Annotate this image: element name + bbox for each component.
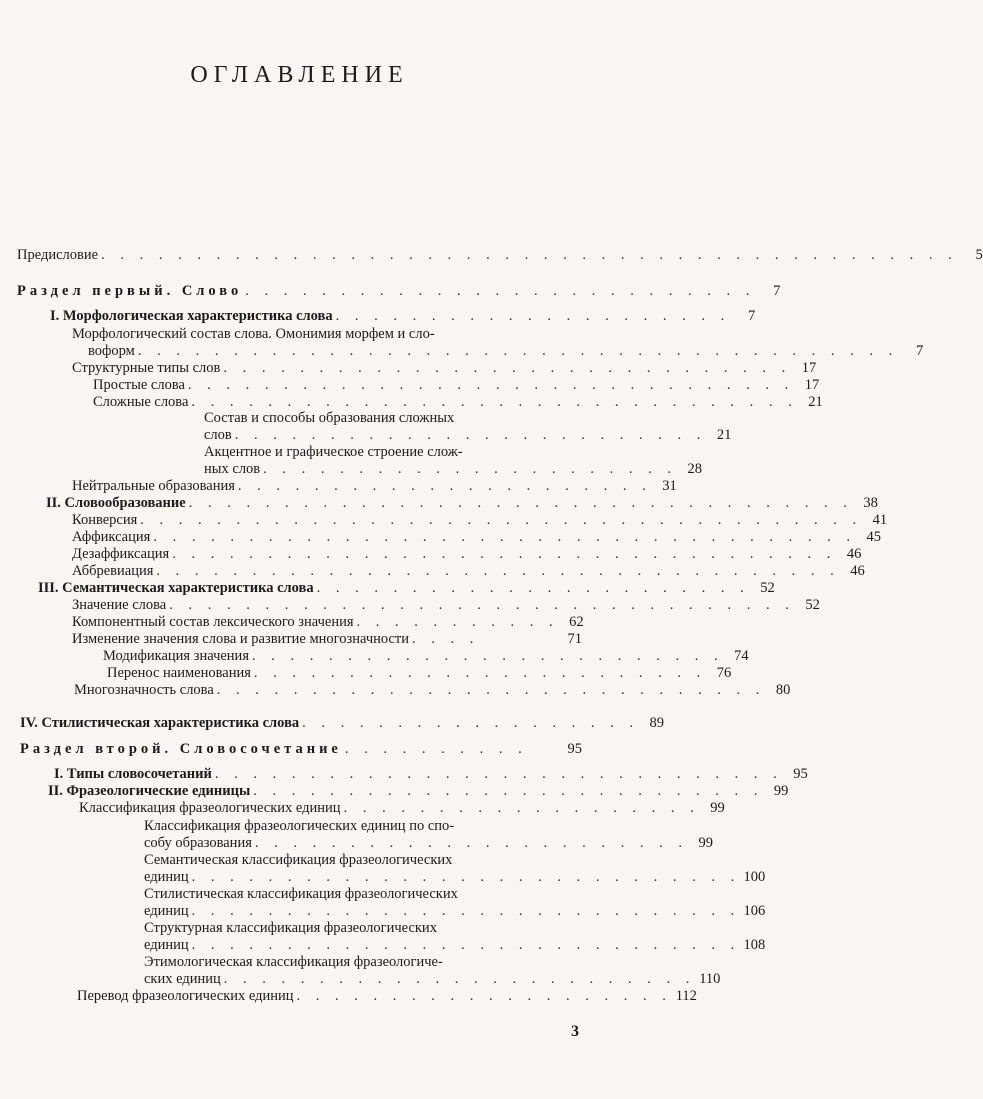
toc-entry-etymology-class[interactable] [144,971,721,988]
leader-dots: . . . . . . . . . . . . . . . . . . . [343,800,700,816]
leader-dots: . . . . . . . . . . . . . . . . . . . . [296,988,672,1004]
toc-entry-morph-composition-line1: Морфологический состав слова. Омонимия морфем и сло- [72,326,435,342]
toc-entry-translation[interactable] [77,988,697,1005]
toc-entry-label: Перенос наименования [107,665,251,681]
toc-entry-label: III. Семантическая характеристика слова [38,580,314,596]
toc-entry-label: Аббревиация [72,563,154,579]
toc-entry-label: II. Фразеологические единицы [48,783,251,799]
toc-entry-page: 76 [716,665,732,681]
toc-section-one[interactable] [17,283,781,300]
toc-entry-polysemy[interactable] [74,682,791,699]
toc-entry-page: 21 [808,394,823,410]
toc-entry-label: Дезаффиксация [72,546,170,562]
toc-entry-compound-words[interactable] [93,394,823,411]
toc-entry-label: слов [204,427,232,443]
leader-dots: . . . . . . . . . . . . . . . . . . . . . . . . . . . . . . [214,766,783,782]
toc-entry-label: Конверсия [72,512,138,528]
toc-entry-label: воформ [88,343,135,359]
toc-entry-structural-class-line1: Структурная классификация фразеологических [144,920,437,936]
toc-entry-modification[interactable] [103,648,749,665]
toc-entry-page: 62 [569,614,584,630]
toc-entry-affixation[interactable] [72,529,881,546]
toc-entry-stylistic-class[interactable] [144,903,766,920]
toc-entry-label: Аффиксация [72,529,151,545]
toc-entry-etymology-class-line1: Этимологическая классификация фразеологиче- [144,954,443,970]
toc-entry-page: 89 [649,715,665,731]
leader-dots: . . . . . . . . . . . . . . . . . . . . . . . . . . . . . . . . . . . . . . . . [137,343,899,359]
toc-entry-word-meaning[interactable] [72,597,820,614]
leader-dots: . . . . . . . . . . . [356,614,559,630]
page-number: 3 [571,1023,579,1040]
leader-dots: . . . . . . . . . . . . . . . . . . . . . . . . . . . . . . . . . . . . [156,563,840,579]
toc-entry-label: Компонентный состав лексического значения [72,614,354,630]
toc-entry-label: Предисловие [17,247,99,263]
toc-entry-page: 46 [846,546,862,562]
toc-entry-page: 5 [975,247,983,263]
toc-entry-class-formation[interactable] [144,835,713,852]
toc-entry-label: IV. Стилистическая характеристика слова [20,715,300,731]
leader-dots: . . . . . . . . . . . . . . . . . . . . . . . . . . . . . . . . . . . [188,495,853,511]
leader-dots: . . . . . . . . . . . . . . . . . . . . . . . . . . . . . . . . . . . . . . . . . . . . . [101,247,958,263]
leader-dots: . . . . . . . . . . . . . . . . . . . . . . . . . . . . . . . . . . . [172,546,837,562]
leader-dots: . . . . . . . . . . . . . . . . . . . . . . . . . . . . . [191,903,741,919]
toc-entry-conversion[interactable] [72,512,888,529]
leader-dots: . . . . . . . . . . . . . . . . . . . . . . [237,478,652,494]
toc-entry-simple-words[interactable] [93,377,820,394]
leader-dots: . . . . . . . . . . . . . . . . . . . . . . . . . . . . . . . . . [169,597,795,613]
toc-chapter-stylistics[interactable] [20,715,665,732]
toc-entry-stylistic-class-line1: Стилистическая классификация фразеологических [144,886,458,902]
toc-entry-label: Структурные типы слов [72,360,221,376]
toc-entry-label: II. Словообразование [46,495,186,511]
toc-entry-page: 17 [804,377,820,393]
toc-entry-page: 7 [773,283,781,299]
toc-chapter-collocation-types[interactable] [54,766,808,783]
leader-dots: . . . . . . . . . . . . . . . . . . . . . . . . . . . . . [216,682,766,698]
leader-dots: . . . . . . . . . . . . . . . . . . . . . . . . . . . [245,283,756,299]
toc-entry-page: 17 [801,360,817,376]
toc-entry-page: 45 [866,529,881,545]
toc-entry-label: собу образования [144,835,252,851]
toc-entry-label: Перевод фразеологических единиц [77,988,294,1004]
toc-entry-composition-line1: Состав и способы образования сложных [204,410,455,426]
toc-entry-page: 112 [675,988,697,1004]
toc-entry-page: 31 [662,478,677,494]
toc-entry-structural-class[interactable] [144,937,766,954]
toc-entry-label: Классификация фразеологических единиц [79,800,341,816]
toc-entry-meaning-change[interactable] [72,631,582,648]
toc-entry-page: 99 [773,783,789,799]
leader-dots: . . . . . . . . . . . . . . . . . . . . . . . . . . . . . [191,869,741,885]
toc-entry-morph-composition[interactable] [88,343,924,360]
toc-entry-component[interactable] [72,614,582,631]
toc-entry-page: 99 [710,800,725,816]
toc-entry-transfer[interactable] [107,665,732,682]
toc-section-two[interactable] [20,741,582,758]
leader-dots: . . . . . . . . . . [344,741,528,757]
toc-entry-page: 74 [734,648,749,664]
toc-entry-semantic-class-line1: Семантическая классификация фразеологических [144,852,453,868]
leader-dots: . . . . . . . . . . . . . . . . . . . . . . . . . . . . . . . . [191,394,798,410]
toc-chapter-semantics[interactable] [38,580,775,597]
toc-entry-page: 21 [716,427,732,443]
toc-entry-label: Многозначность слова [74,682,214,698]
toc-chapter-word-formation[interactable] [46,495,878,512]
leader-dots: . . . . . . . . . . . . . . . . . . [302,715,640,731]
toc-entry-label: Раздел первый. Слово [17,283,243,299]
leader-dots: . . . . . . . . . . . . . . . . . . . . . . . [316,580,750,596]
toc-entry-deaffixation[interactable] [72,546,862,563]
leader-dots: . . . . . . . . . . . . . . . . . . . . . . . . . . . . . . [223,360,792,376]
toc-entry-abbreviation[interactable] [72,563,865,580]
leader-dots: . . . . . . . . . . . . . . . . . . . . . . . . [253,665,707,681]
leader-dots: . . . . . . . . . . . . . . . . . . . . . . . [254,835,688,851]
toc-entry-accent[interactable] [204,461,703,478]
toc-entry-structural-types[interactable] [72,360,817,377]
toc-entry-label: единиц [144,903,189,919]
toc-entry-page: 110 [699,971,721,987]
toc-entry-label: ских единиц [144,971,221,987]
toc-entry-page: 52 [760,580,775,596]
toc-entry-label: I. Типы словосочетаний [54,766,212,782]
toc-entry-page: 41 [872,512,888,528]
toc-entry-neutral[interactable] [72,478,677,495]
toc-entry-page: 52 [805,597,820,613]
toc-entry-page: 99 [698,835,713,851]
toc-entry-page: 7 [915,343,924,359]
toc-chapter-morphology[interactable] [50,308,756,325]
toc-entry-label: Сложные слова [93,394,189,410]
toc-entry-page: 100 [743,869,766,885]
leader-dots: . . . . . . . . . . . . . . . . . . . . . . . . . . . . . . . . . . . . . [153,529,856,545]
toc-entry-preface[interactable] [17,247,983,264]
toc-entry-class-formation-line1: Классификация фразеологических единиц по спо- [144,818,455,834]
toc-entry-composition[interactable] [204,427,732,444]
toc-entry-semantic-class[interactable] [144,869,766,886]
toc-entry-page: 106 [743,903,766,919]
leader-dots: . . . . [412,631,480,647]
toc-entry-page: 71 [567,631,582,647]
leader-dots: . . . . . . . . . . . . . . . . . . . . . . . . . . . . . [191,937,741,953]
toc-entry-page: 108 [743,937,766,953]
toc-entry-page: 28 [687,461,703,477]
toc-entry-page: 38 [863,495,878,511]
toc-entry-accent-line1: Акцентное и графическое строение слож- [204,444,463,460]
leader-dots: . . . . . . . . . . . . . . . . . . . . . . . . . [252,648,724,664]
leader-dots: . . . . . . . . . . . . . . . . . . . . . . . . . . . . . . . . [187,377,795,393]
toc-entry-label: единиц [144,937,189,953]
leader-dots: . . . . . . . . . . . . . . . . . . . . . [335,308,731,324]
toc-entry-label: Модификация значения [103,648,249,664]
toc-entry-page: 80 [775,682,791,698]
toc-entry-label: Простые слова [93,377,185,393]
toc-entry-classification[interactable] [79,800,725,817]
toc-entry-page: 7 [748,308,756,324]
toc-entry-label: единиц [144,869,189,885]
page-title: ОГЛАВЛЕНИЕ [190,62,409,88]
toc-entry-label: Раздел второй. Словосочетание [20,741,342,757]
toc-entry-label: Изменение значения слова и развитие многозначности [72,631,410,647]
leader-dots: . . . . . . . . . . . . . . . . . . . . . . . . . . . . . . . . . . . . . . [140,512,863,528]
toc-entry-label: I. Морфологическая характеристика слова [50,308,333,324]
leader-dots: . . . . . . . . . . . . . . . . . . . . . . [263,461,678,477]
toc-entry-label: Значение слова [72,597,167,613]
toc-entry-label: ных слов [204,461,261,477]
leader-dots: . . . . . . . . . . . . . . . . . . . . . . . . . [234,427,707,443]
toc-entry-label: Нейтральные образования [72,478,235,494]
toc-entry-page: 95 [793,766,808,782]
toc-chapter-phraseology[interactable] [48,783,789,800]
toc-entry-page: 95 [567,741,582,757]
leader-dots: . . . . . . . . . . . . . . . . . . . . . . . . . [223,971,696,987]
leader-dots: . . . . . . . . . . . . . . . . . . . . . . . . . . . [253,783,764,799]
toc-entry-page: 46 [850,563,865,579]
